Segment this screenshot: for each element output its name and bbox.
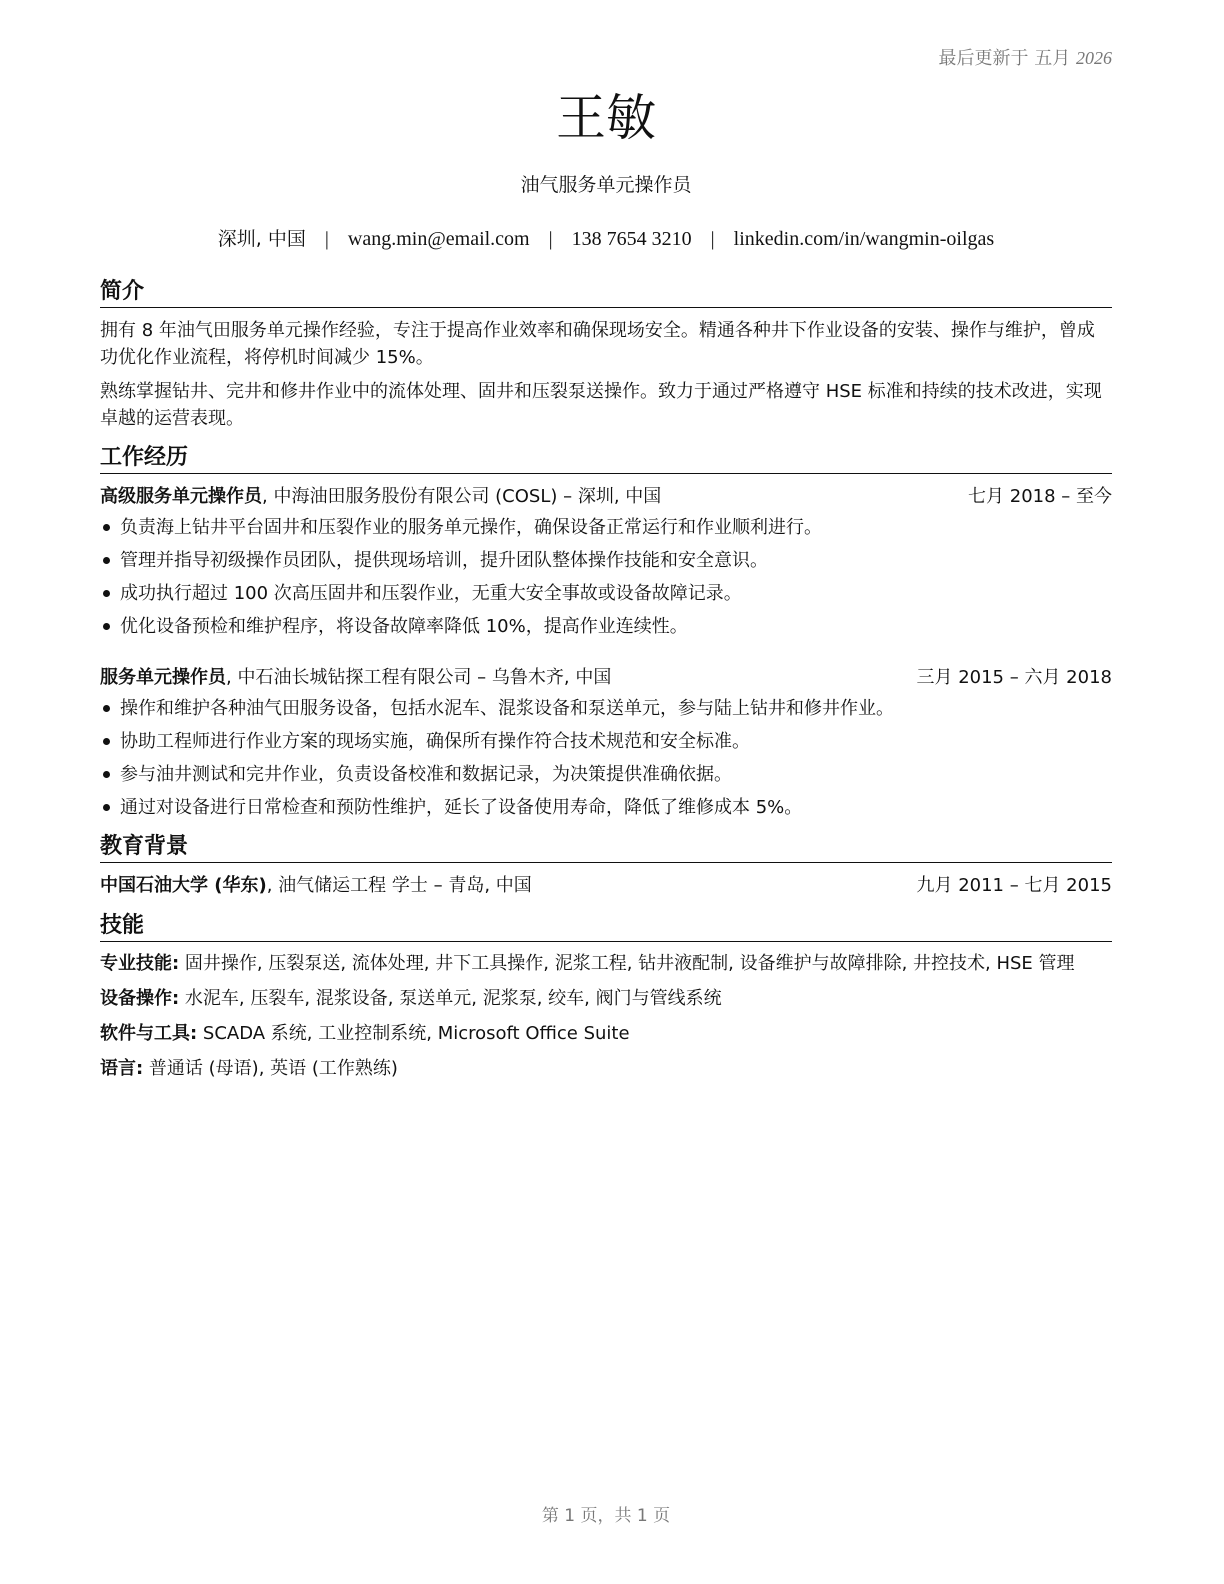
education-title-line — [100, 872, 532, 900]
resume-page — [100, 0, 1112, 1584]
contact-location: 深圳, 中国 — [217, 228, 306, 250]
job-role: 高级服务单元操作员 — [100, 486, 262, 507]
skill-label: 语言: — [100, 1058, 144, 1079]
job-bullets — [100, 695, 1112, 821]
last-updated-year: 2026 — [1076, 48, 1112, 68]
job-entry — [100, 483, 1112, 640]
summary-paragraph: 拥有 8 年油气田服务单元操作经验，专注于提高作业效率和确保现场安全。精通各种井下作业设备的安装、操作与维护，曾成功优化作业流程，将停机时间减少 15%。 — [100, 320, 1095, 368]
job-header — [100, 483, 1112, 511]
candidate-name: 王敏 — [556, 89, 656, 147]
contact-phone-link[interactable]: 138 7654 3210 — [571, 228, 692, 250]
summary-paragraph: 熟练掌握钻井、完井和修井作业中的流体处理、固井和压裂泵送操作。致力于通过严格遵守 HSE 标准和持续的技术改进，实现卓越的运营表现。 — [100, 381, 1102, 429]
skill-line — [100, 986, 1112, 1012]
job-bullet: 操作和维护各种油气田服务设备，包括水泥车、混浆设备和泵送单元，参与陆上钻井和修井作业。 — [100, 695, 1112, 722]
last-updated — [939, 44, 1112, 70]
skill-label: 设备操作: — [100, 988, 180, 1009]
last-updated-prefix: 最后更新于 五月 — [938, 48, 1071, 69]
contact-line — [100, 224, 1112, 251]
skill-label: 软件与工具: — [100, 1023, 198, 1044]
education-school: 中国石油大学 (华东) — [100, 875, 267, 896]
job-role: 服务单元操作员 — [100, 667, 226, 688]
skill-value: 固井操作, 压裂泵送, 流体处理, 井下工具操作, 泥浆工程, 钻井液配制, 设备维护与故障排除, 井控技术, HSE 管理 — [179, 953, 1075, 974]
contact-separator: | — [548, 228, 553, 250]
skill-label: 专业技能: — [100, 953, 180, 974]
section-heading-education: 教育背景 — [100, 833, 1112, 863]
job-org: , 中海油田服务股份有限公司 (COSL) – 深圳, 中国 — [262, 486, 662, 507]
skill-value: 水泥车, 压裂车, 混浆设备, 泵送单元, 泥浆泵, 绞车, 阀门与管线系统 — [179, 988, 722, 1009]
section-heading-skills: 技能 — [100, 912, 1112, 942]
job-bullet: 通过对设备进行日常检查和预防性维护，延长了设备使用寿命，降低了维修成本 5%。 — [100, 794, 1112, 821]
job-bullet: 优化设备预检和维护程序，将设备故障率降低 10%，提高作业连续性。 — [100, 613, 1112, 640]
contact-separator: | — [324, 228, 329, 250]
job-bullet: 管理并指导初级操作员团队，提供现场培训，提升团队整体操作技能和安全意识。 — [100, 547, 1112, 574]
job-header — [100, 664, 1112, 692]
section-heading-summary: 简介 — [100, 278, 1112, 308]
section-heading-experience: 工作经历 — [100, 444, 1112, 474]
job-title-line — [100, 483, 661, 511]
job-bullet: 参与油井测试和完井作业，负责设备校准和数据记录，为决策提供准确依据。 — [100, 761, 1112, 788]
contact-email-link[interactable]: wang.min@email.com — [347, 228, 530, 250]
resume-body — [100, 278, 1112, 1091]
skill-line — [100, 1056, 1112, 1082]
job-date: 三月 2015 – 六月 2018 — [916, 667, 1112, 688]
spacer — [100, 646, 1112, 662]
skill-line — [100, 951, 1112, 977]
contact-linkedin-link[interactable]: linkedin.com/in/wangmin-oilgas — [733, 228, 995, 250]
job-bullet: 协助工程师进行作业方案的现场实施，确保所有操作符合技术规范和安全标准。 — [100, 728, 1112, 755]
page-number: 第 1 页，共 1 页 — [541, 1506, 671, 1526]
candidate-title: 油气服务单元操作员 — [520, 174, 692, 196]
education-date: 九月 2011 – 七月 2015 — [916, 875, 1112, 896]
skill-value: SCADA 系统, 工业控制系统, Microsoft Office Suite — [197, 1023, 630, 1044]
job-bullet: 负责海上钻井平台固井和压裂作业的服务单元操作，确保设备正常运行和作业顺利进行。 — [100, 514, 1112, 541]
education-entry — [100, 872, 1112, 900]
job-bullets — [100, 514, 1112, 640]
skill-line — [100, 1021, 1112, 1047]
job-date: 七月 2018 – 至今 — [968, 486, 1112, 507]
job-entry — [100, 664, 1112, 821]
job-bullet: 成功执行超过 100 次高压固井和压裂作业，无重大安全事故或设备故障记录。 — [100, 580, 1112, 607]
job-org: , 中石油长城钻探工程有限公司 – 乌鲁木齐, 中国 — [226, 667, 612, 688]
education-detail: , 油气储运工程 学士 – 青岛, 中国 — [266, 875, 532, 896]
job-title-line — [100, 664, 611, 692]
contact-separator: | — [710, 228, 715, 250]
skill-value: 普通话 (母语), 英语 (工作熟练) — [143, 1058, 398, 1079]
